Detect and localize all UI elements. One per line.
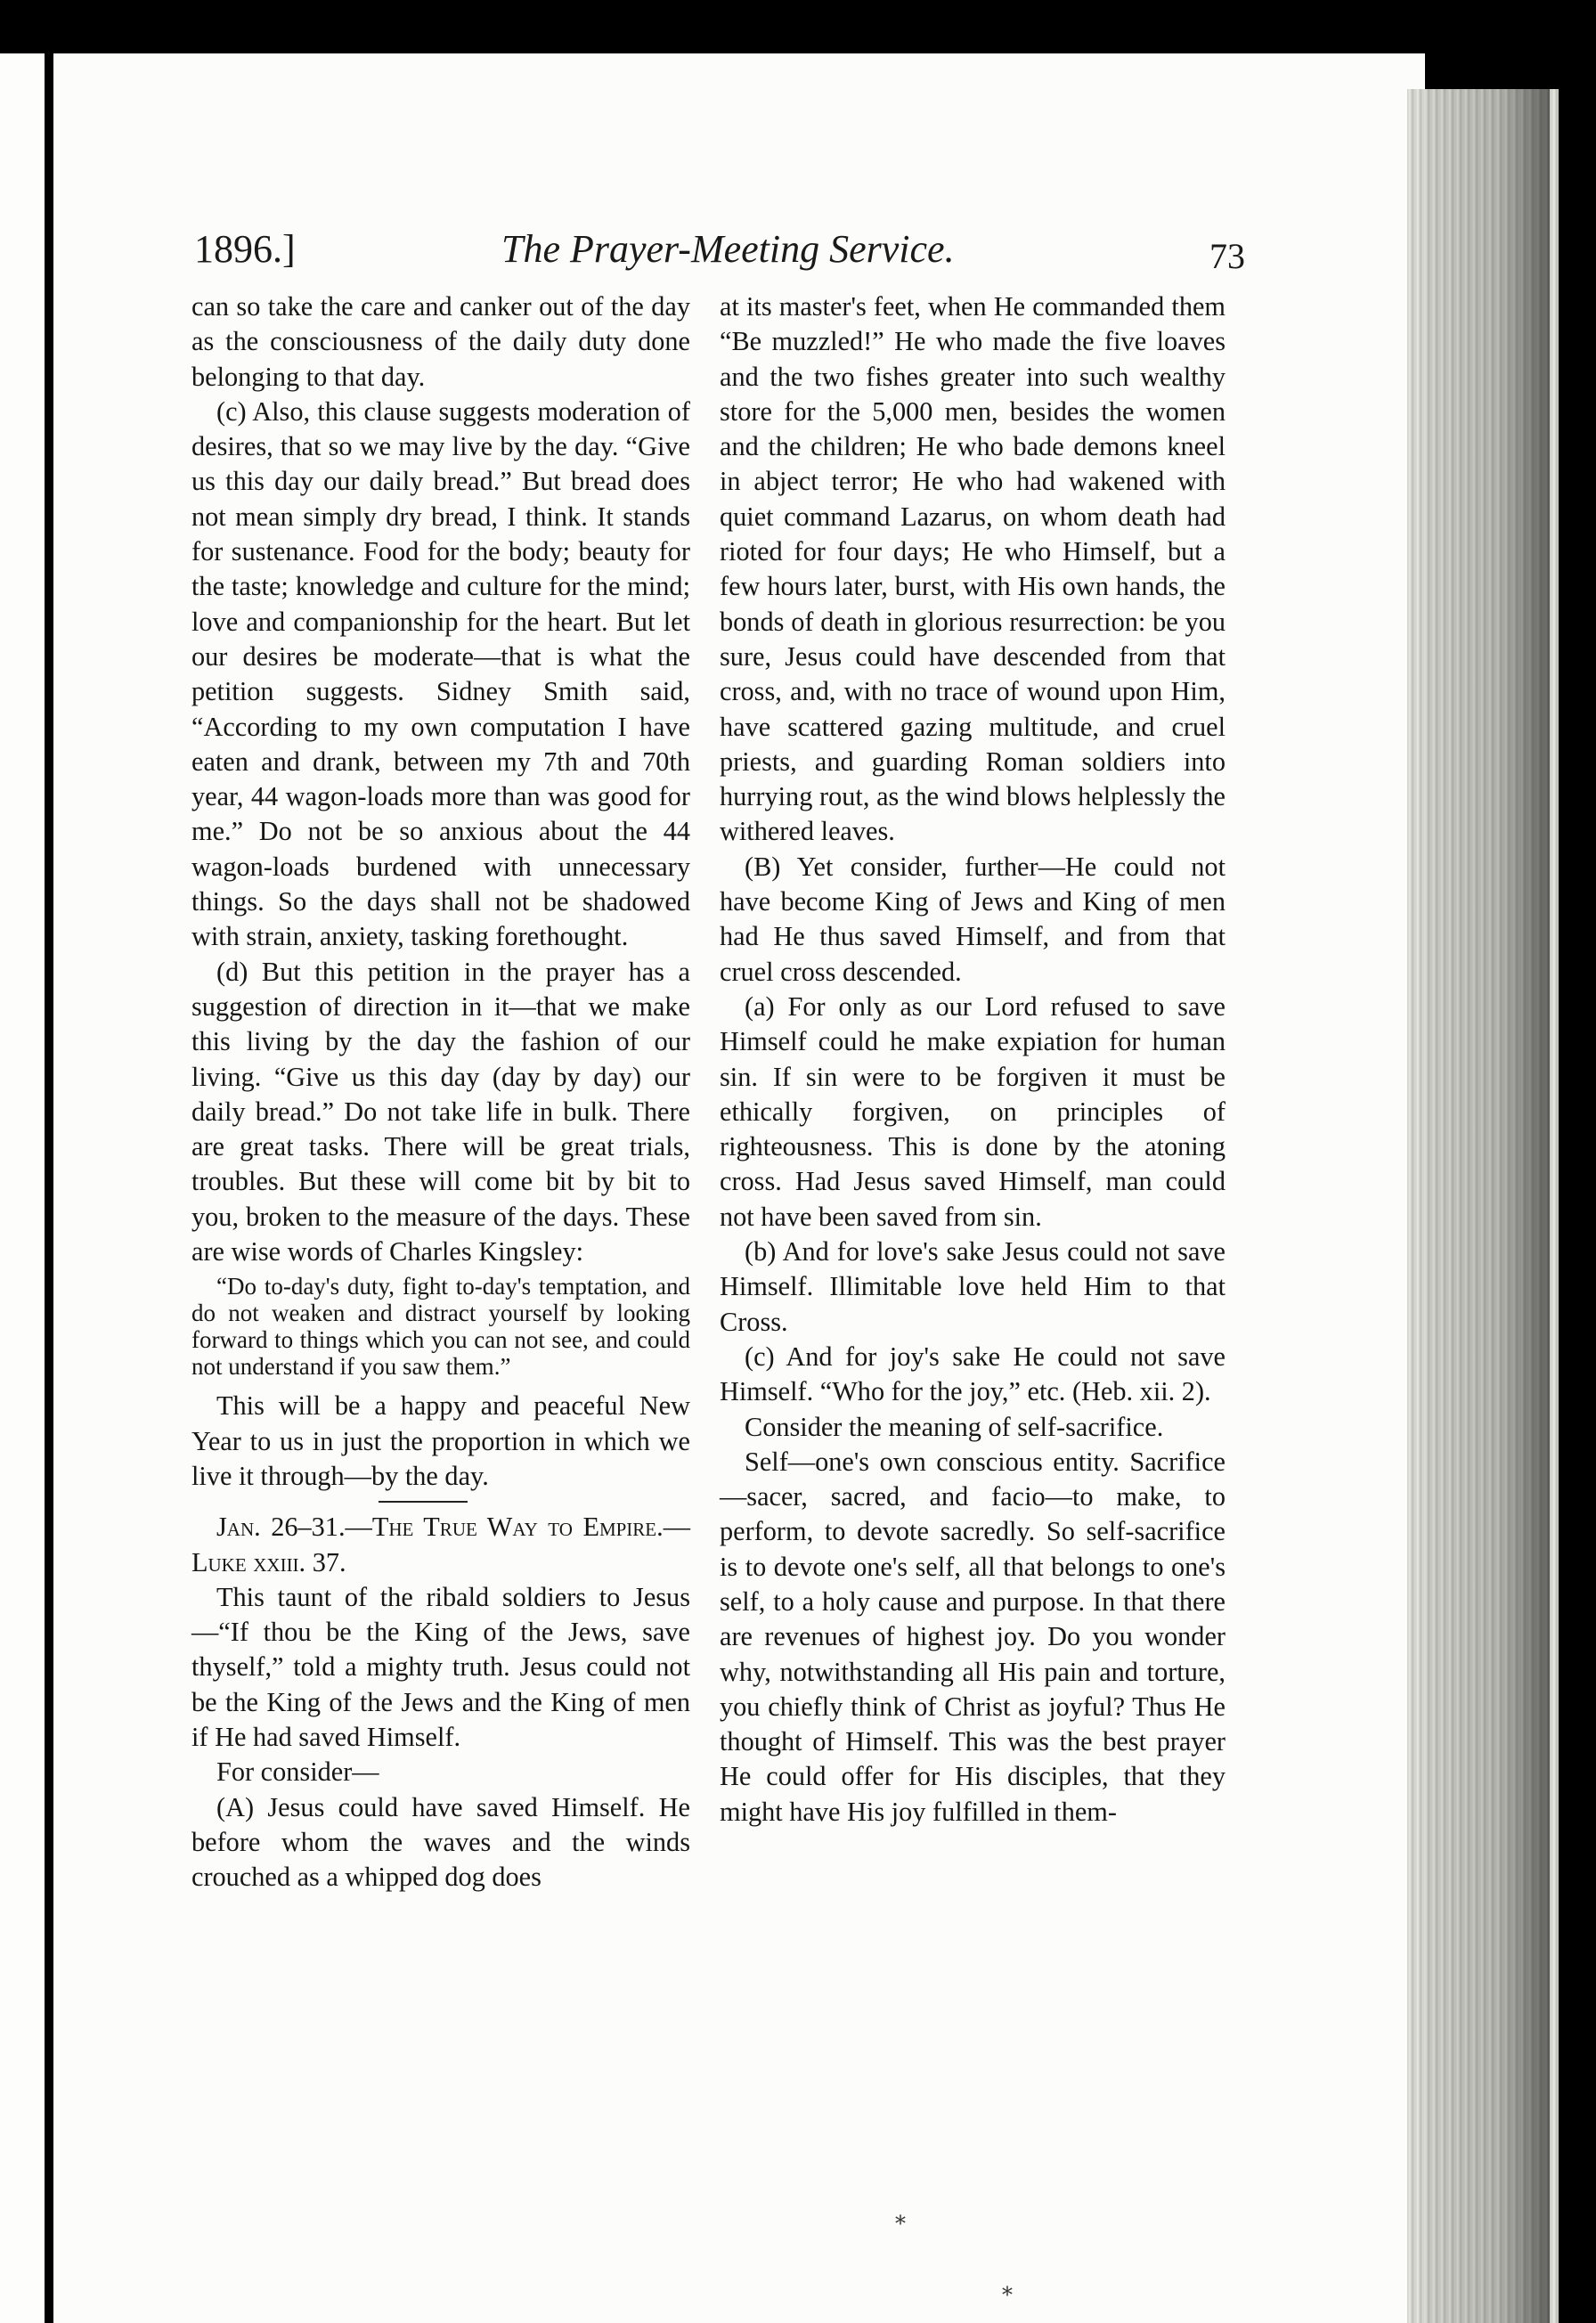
- page-number: 73: [1209, 236, 1245, 276]
- paragraph: This taunt of the ribald soldiers to Jesus—“If thou be the King of the Jews, save thyself,” told a mighty truth. Jesus could not be the King of the Jews and the King of men if He had saved Himself.: [191, 1581, 690, 1752]
- paragraph: can so take the care and canker out of the day as the consciousness of the daily duty done belonging to that day.: [191, 291, 690, 392]
- fore-edge-shadow: [1425, 89, 1550, 2323]
- section-divider: [379, 1501, 468, 1503]
- left-page-edge: [0, 53, 45, 2323]
- right-text-column: [720, 289, 1226, 1830]
- paragraph: This will be a happy and peaceful New Year to us in just the proportion in which we live it through—by the day.: [191, 1390, 690, 1491]
- ink-speck: ⁎: [895, 2205, 906, 2229]
- section-heading: Jan. 26–31.—The True Way to Empire.—Luke xxiii. 37.: [191, 1512, 690, 1577]
- paragraph: For consider—: [216, 1757, 379, 1788]
- ink-speck: ⁎: [1002, 2276, 1013, 2301]
- paragraph: (B) Yet consider, further—He could not have become King of Jews and King of men had He thus saved Himself, and from that cruel cross descended.: [720, 851, 1226, 987]
- running-header: [194, 223, 1245, 285]
- paragraph: Consider the meaning of self-sacrifice.: [745, 1411, 1164, 1442]
- left-text-column: [191, 289, 690, 1895]
- header-year: 1896.]: [194, 227, 296, 271]
- paragraph: at its master's feet, when He commanded them “Be muzzled!” He who made the five loaves and the two fishes greater into such wealthy store for the 5,000 men, besides the women and the children; He who bade demons kneel in abject terror; He who had wakened with quiet command Lazarus, on whom death had rioted for four days; He who Himself, but a few hours later, burst, with His own hands, the bonds of death in glorious resurrection: be you sure, Jesus could have descended from that cross, and, with no trace of wound upon Him, have scattered gazing multitude, and cruel priests, and guarding Roman soldiers into hurrying rout, as the wind blows helplessly the withered leaves.: [720, 291, 1226, 847]
- paragraph: Self—one's own conscious entity. Sacrifice—sacer, sacred, and facio—to make, to perform, to devote sacredly. So self-sacrifice is to devote one's self, all that belongs to one's self, to a holy cause and purpose. In that there are revenues of highest joy. Do you wonder why, notwithstanding all His pain and torture, you chiefly think of Christ as joyful? Thus He thought of Himself. This was the best prayer He could offer for His disciples, that they might have His joy fulfilled in them-: [720, 1446, 1226, 1827]
- paragraph: (c) Also, this clause suggests moderation of desires, that so we may live by the day. “Give us this day our daily bread.” But bread does not mean simply dry bread, I think. It stands for sustenance. Food for the body; beauty for the taste; knowledge and culture for the mind; love and companionship for the heart. But let our desires be moderate—that is what the petition suggests. Sidney Smith said, “According to my own computation I have eaten and drank, between my 7th and 70th year, 44 wagon-loads more than was good for me.” Do not be so anxious about the 44 wagon-loads burdened with unnecessary things. So the days shall not be shadowed with strain, anxiety, tasking forethought.: [191, 395, 690, 952]
- header-title: The Prayer-Meeting Service.: [501, 227, 955, 271]
- paragraph: (a) For only as our Lord refused to save Himself could he make expiation for human sin. If sin were to be forgiven it must be ethically forgiven, on principles of righteousness. This is done by the atoning cross. Had Jesus saved Himself, man could not have been saved from sin.: [720, 990, 1226, 1232]
- paragraph: (A) Jesus could have saved Himself. He before whom the waves and the winds crouched as a whipped dog does: [191, 1791, 690, 1893]
- block-quote: “Do to-day's duty, fight to-day's temptation, and do not weaken and distract yourself by looking forward to things which you can not see, and could not understand if you saw them.”: [191, 1273, 690, 1381]
- paragraph: (b) And for love's sake Jesus could not save Himself. Illimitable love held Him to that Cross.: [720, 1236, 1226, 1337]
- paragraph: (c) And for joy's sake He could not save Himself. “Who for the joy,” etc. (Heb. xii. 2).: [720, 1341, 1226, 1407]
- paragraph: (d) But this petition in the prayer has a suggestion of direction in it—that we make this living by the day the fashion of our living. “Give us this day (day by day) our daily bread.” Do not take life in bulk. There are great tasks. There will be great trials, troubles. But these will come bit by bit to you, broken to the measure of the days. These are wise words of Charles Kingsley:: [191, 956, 690, 1267]
